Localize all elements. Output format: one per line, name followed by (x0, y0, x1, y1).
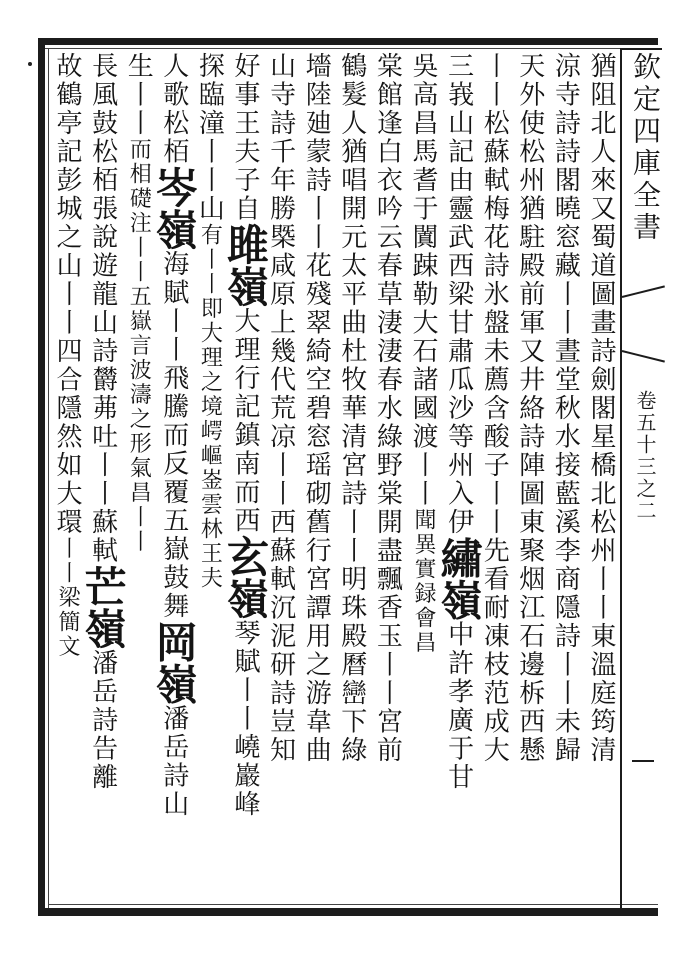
text-column (548, 52, 582, 902)
text-column (299, 52, 333, 902)
text-column (584, 52, 618, 902)
column-text: 好事王夫子自 (230, 52, 260, 223)
text-column (149, 52, 199, 902)
column-text: 山寺詩千年勝槩咸原上幾代荒凉丨丨西蘇軾沉泥研詩豈知 (265, 52, 296, 765)
column-text: 海賦丨丨飛騰而反覆五嶽鼓舞 (158, 250, 189, 621)
annotation-text: 聞異實録會昌 (411, 508, 436, 655)
entry-heading: 繡嶺 (434, 536, 484, 621)
column-text: 墻陸廸蒙詩丨丨花殘翠綺空碧窓瑶砌舊行宮譚用之游韋曲 (301, 52, 332, 765)
column-text: 猶阻北人來又蜀道圖畫詩劍閣星橋北松州丨丨東溫庭筠清 (586, 52, 616, 765)
border-top-inner (38, 48, 658, 49)
column-text: 中許孝廣于甘 (443, 620, 474, 792)
column-text: 人歌松栢 (158, 52, 189, 166)
text-column (264, 52, 298, 902)
text-column (121, 52, 155, 902)
column-text: 琴賦丨丨嶢巖峰 (230, 619, 260, 819)
column-text: 涼寺詩詩閣曉窓藏丨丨晝堂秋水接藍溪李商隱詩丨丨未歸 (550, 52, 581, 765)
column-text: 棠館逢白衣吟云春草淒淒春水綠野棠開盡飄香玉丨丨宮前 (372, 52, 403, 765)
column-text: 吳高昌馬耆于闐踈勒大石諸國渡丨丨 (408, 52, 438, 508)
text-column (335, 52, 369, 902)
entry-heading: 芒嶺 (78, 565, 128, 649)
border-left (38, 38, 45, 916)
column-text: 生丨丨 (123, 52, 154, 138)
margin-rule (632, 760, 654, 762)
text-column (434, 52, 484, 902)
column-text: 潘岳詩告離 (87, 649, 118, 792)
border-top (38, 38, 658, 45)
column-text: 三峩山記由靈武西梁甘肅瓜沙等州入伊 (443, 52, 474, 537)
text-column (221, 52, 270, 902)
annotation-text: 崿嶇崟雲林王夫 (197, 419, 223, 591)
column-text: 故鶴亭記彭城之山丨丨四合隱然如大環 (52, 52, 82, 537)
margin-volume-number: 卷五十三之二 (633, 390, 657, 522)
annotation-text: 有丨丨即大理之境 (197, 223, 223, 419)
entry-heading: 岑嶺 (149, 166, 199, 250)
border-left-inner (48, 48, 49, 908)
text-column (370, 52, 404, 902)
entry-heading: 雎嶺 (221, 223, 270, 307)
column-text: 長風鼓松栢張說遊龍山詩欝茀吐丨丨蘇軾 (87, 52, 118, 565)
text-column (406, 52, 440, 902)
border-bottom (38, 908, 658, 916)
column-text: 天外使松州猶駐殿前軍又井絡詩陣圖東聚烟江石邊柝西懸 (514, 52, 545, 765)
annotation-text: 丨丨梁簡文 (55, 536, 80, 659)
text-column (78, 52, 128, 902)
column-text: 潘岳詩山 (158, 704, 189, 819)
entry-heading: 岡嶺 (149, 620, 199, 705)
column-text: 丨丨松蘇軾梅花詩氷盤未薦含酸子丨丨先看耐凍枝范成大 (479, 52, 510, 765)
column-text: 大理行記鎮南而西 (230, 307, 260, 535)
annotation-text: 而相礎注丨丨五嶽言波濤之形 (126, 137, 152, 456)
column-text: 鶴髮人猶唱開元太平曲杜牧華清宮詩丨丨明珠殿曆巒下綠 (336, 52, 367, 765)
column-text: 探臨潼丨丨山 (194, 52, 225, 223)
fish-tail-mark-lower (622, 350, 665, 363)
margin-book-title: 欽定四庫全書 (629, 52, 662, 244)
border-bottom-inner (48, 904, 658, 905)
annotation-text: 氣昌丨丨 (126, 456, 152, 554)
text-column (513, 52, 547, 902)
entry-heading: 玄嶺 (221, 535, 270, 619)
text-column (50, 52, 84, 902)
text-column (477, 52, 511, 902)
ink-dot (28, 62, 32, 66)
